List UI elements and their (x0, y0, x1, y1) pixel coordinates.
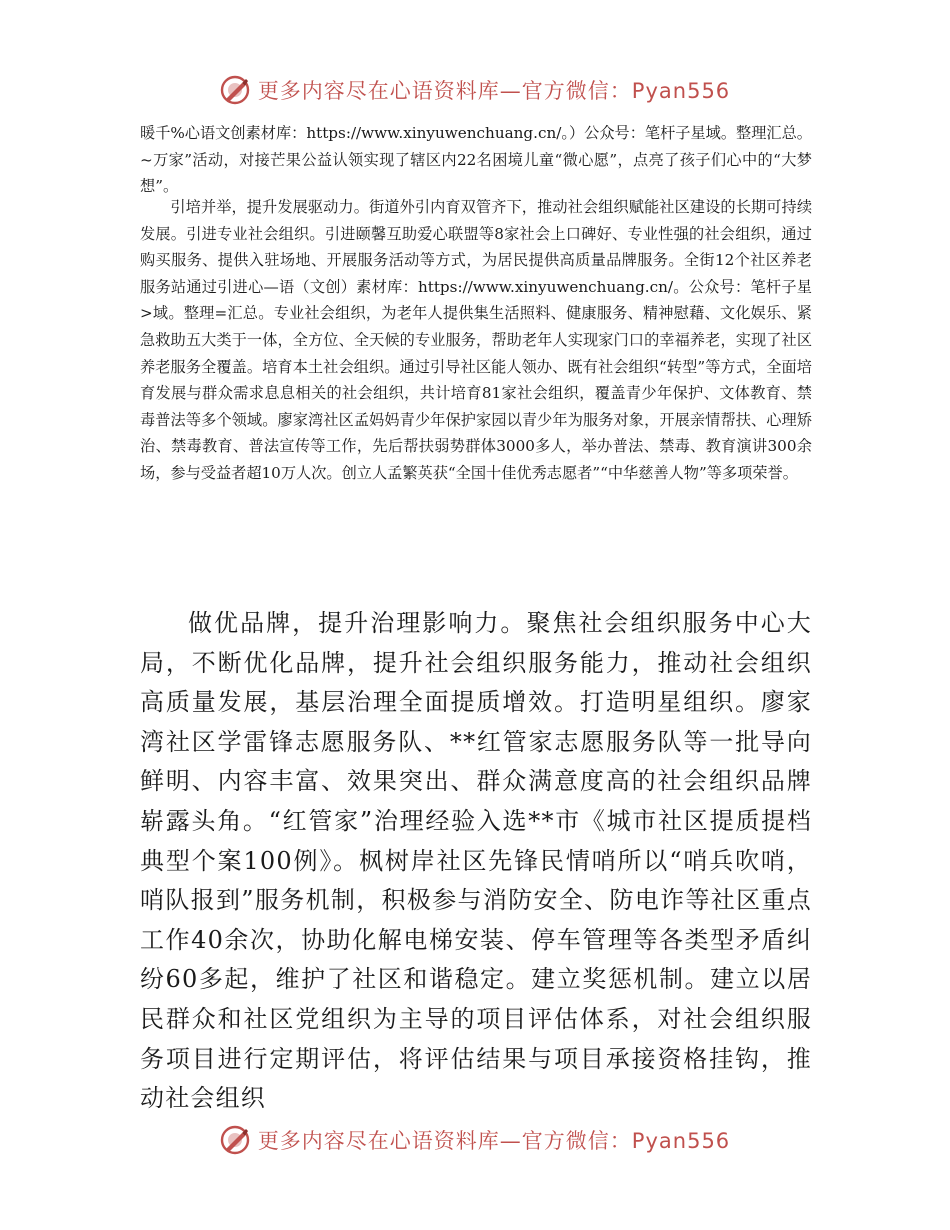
paragraph-text: 引培并举，提升发展驱动力。街道外引内育双管齐下，推动社会组织赋能社区建设的长期可持续发展。引进专业社会组织。引进颐馨互助爱心联盟等8家社会上口碑好、专业性强的社会组织，通过购买服务、提供入驻场地、开展服务活动等方式，为居民提供高质量品牌服务。全街12个社区养老服务站通过引进心—语（文创）素材库：https://www.xinyuwenchuang.cn/。公众号：笔杆子星>域。整理=汇总。专业社会组织，为老年人提供集生活照料、健康服务、精神慰藉、文化娱乐、紧急救助五大类于一体，全方位、全天候的专业服务，帮助老年人实现家门口的幸福养老，实现了社区养老服务全覆盖。培育本土社会组织。通过引导社区能人领办、既有社会组织“转型”等方式，全面培育发展与群众需求息息相关的社会组织，共计培育81家社会组织，覆盖青少年保护、文体教育、禁毒普法等多个领域。廖家湾社区孟妈妈青少年保护家园以青少年为服务对象，开展亲情帮扶、心理矫治、禁毒教育、普法宣传等工作，先后帮扶弱势群体3000多人，举办普法、禁毒、教育演讲300余场，参与受益者超10万人次。创立人孟繁英获“全国十佳优秀志愿者”“中华慈善人物”等多项荣誉。 (140, 198, 812, 482)
logo-icon (220, 1125, 250, 1155)
paragraph-intro-continuation (140, 120, 812, 200)
paragraph-cultivation (140, 194, 812, 487)
paragraph-brand: 做优品牌，提升治理影响力。聚焦社会组织服务中心大局，不断优化品牌，提升社会组织服务能力，推动社会组织高质量发展，基层治理全面提质增效。打造明星组织。廖家湾社区学雷锋志愿服务队、**红管家志愿服务队等一批导向鲜明、内容丰富、效果突出、群众满意度高的社会组织品牌崭露头角。“红管家”治理经验入选**市《城市社区提质提档典型个案100例》。枫树岸社区先锋民情哨所以“哨兵吹哨，哨队报到”服务机制，积极参与消防安全、防电诈等社区重点工作40余次，协助化解电梯安装、停车管理等各类型矛盾纠纷60多起，维护了社区和谐稳定。建立奖惩机制。建立以居民群众和社区党组织为主导的项目评估体系，对社会组织服务项目进行定期评估，将评估结果与项目承接资格挂钩，推动社会组织 (140, 609, 812, 1113)
paragraph-text: 暖千%心语文创素材库：https://www.xinyuwenchuang.cn/。）公众号：笔杆子星域。整理汇总。~万家”活动，对接芒果公益认领实现了辖区内22名困境儿童“微心愿”，点亮了孩子们心中的“大梦想”。 (140, 124, 812, 196)
header-banner (0, 68, 950, 112)
logo-icon (220, 75, 250, 105)
banner-text: 更多内容尽在心语资料库—官方微信：Pyan556 (257, 79, 731, 103)
banner-text: 更多内容尽在心语资料库—官方微信：Pyan556 (257, 1129, 731, 1153)
footer-banner (0, 1118, 950, 1162)
